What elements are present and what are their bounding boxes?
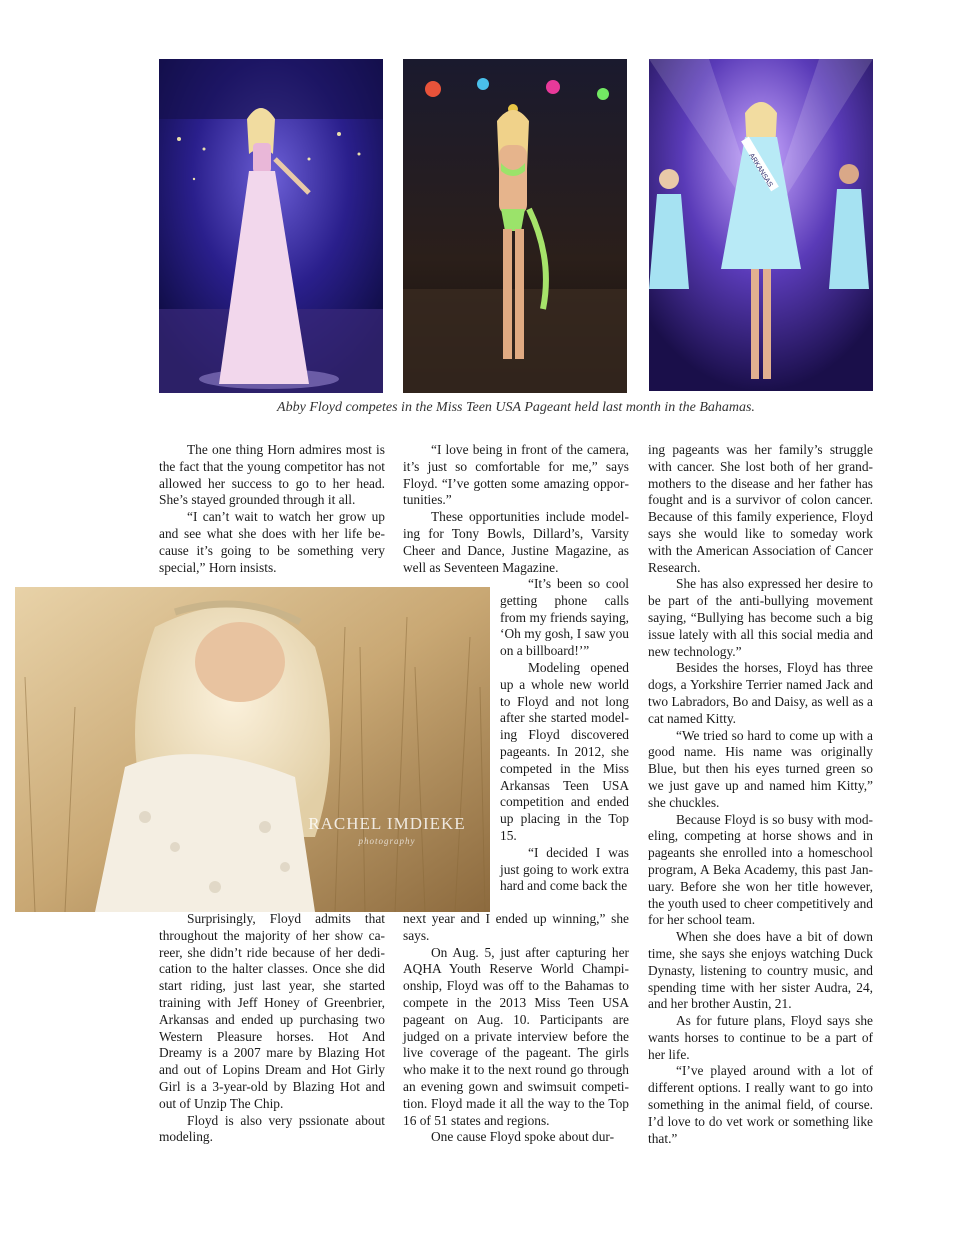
paragraph: “I love being in front of the camera, it’s just so comfortable for me,” says Floyd. “I’ve gotten some amazing opportunities.”	[403, 442, 629, 508]
paragraph: These opportunities include modeling for Tony Bowls, Dillard’s, Varsity Cheer and Dance, Justine Magazine, as well as Seventeen Magazine.	[403, 509, 629, 575]
column-2-bottom	[403, 911, 629, 1146]
paragraph: She has also expressed her desire to be part of the anti-bullying movement saying, “Bullying has become such a big issue lately with all this social media and new technology.”	[648, 576, 873, 659]
paragraph: Floyd is also very pssionate about modeling.	[159, 1112, 385, 1145]
pageant-photo-sash	[649, 59, 873, 391]
paragraph: next year and I ended up winning,” she says.	[403, 911, 629, 943]
photographer-watermark-sub: photography	[358, 836, 416, 846]
paragraph: On Aug. 5, just after capturing her AQHA Youth Reserve World Championship, Floyd was off to the Bahamas to compete in the 2013 Miss Teen USA pageant on Aug. 10. Participants are judged on a private interview before the live coverage of the pageant. The girls who make it to the next round go through an evening gown and swimsuit competition. Floyd made it all the way to the Top 16 of 51 states and regions.	[403, 944, 629, 1128]
paragraph: Modeling opened up a whole new world to Floyd and not long after she started modeling Floyd discovered pageants. In 2012, she competed in the Miss Arkansas Teen USA competition and ended up placing in the Top 15.	[500, 659, 629, 843]
sash-text: ARKANSAS	[747, 152, 774, 189]
paragraph: “I’ve played around with a lot of different options. I really want to go into something in the animal field, of course. I’d love to do vet work or something like that.”	[648, 1063, 873, 1146]
pageant-photo-gown	[159, 59, 383, 393]
paragraph: “I decided I was just going to work extra hard and come back the	[500, 844, 629, 894]
photo-caption: Abby Floyd competes in the Miss Teen USA Pageant held last month in the Bahamas.	[277, 400, 755, 415]
paragraph: As for future plans, Floyd says she wants horses to continue to be a part of her life.	[648, 1013, 873, 1062]
paragraph: “We tried so hard to come up with a good name. His name was originally Blue, but then his eyes turned green so we just gave up and named him Kitty,” she chuckles.	[648, 727, 873, 810]
column-1-bottom	[159, 911, 385, 1146]
paragraph: One cause Floyd spoke about dur-	[431, 1129, 615, 1145]
portrait-photo-field	[15, 587, 490, 912]
column-2-narrow	[500, 576, 629, 895]
pageant-photo-swimsuit	[403, 59, 627, 393]
paragraph: “I can’t wait to watch her grow up and see what she does with her life because it’s going to be something very special,” Horn insists.	[159, 509, 385, 575]
paragraph: ing pageants was her family’s struggle with cancer. She lost both of her grandmothers to the disease and her father has fought and is a survivor of colon cancer. Because of this family experience, Floyd says she would like to someday work with the American Association of Cancer Research.	[648, 442, 873, 575]
paragraph: “It’s been so cool getting phone calls from my friends saying, ‘Oh my gosh, I saw you on a billboard!’”	[500, 576, 629, 659]
paragraph: When she does have a bit of down time, she says she enjoys watching Duck Dynasty, listening to country music, and spending time with her sister Audra, 24, and her brother Austin, 21.	[648, 929, 873, 1012]
column-3	[648, 442, 873, 1147]
paragraph: Besides the horses, Floyd has three dogs, a Yorkshire Terrier named Jack and two Labradors, Bo and Daisy, as well as a cat named Kitty.	[648, 660, 873, 726]
column-2-top	[403, 442, 629, 576]
paragraph: The one thing Horn admires most is the fact that the young competitor has not allowed her success to go to her head. She’s stayed grounded through it all.	[159, 442, 385, 508]
photographer-watermark: RACHEL IMDIEKE	[308, 814, 466, 833]
paragraph: Surprisingly, Floyd admits that throughout the majority of her show career, she didn’t ride because of her dedication to the halter classes. Once she did start riding, just last year, she started training with Jeff Honey of Greenbrier, Arkansas and ended up purchasing two Western Pleasure horses. Hot And Dreamy is a 2007 mare by Blazing Hot and out of Lopins Dream and Hot Girly Girl is a 3-year-old by Blazing Hot and out of Unzip The Chip.	[159, 911, 385, 1111]
paragraph: Because Floyd is so busy with modeling, competing at horse shows and in pageants she enrolled into a homeschool program, A Beka Academy, this past January. Before she won her title however, the youth used to cheer competitively and for her school team.	[648, 811, 873, 928]
column-1-top	[159, 442, 385, 576]
